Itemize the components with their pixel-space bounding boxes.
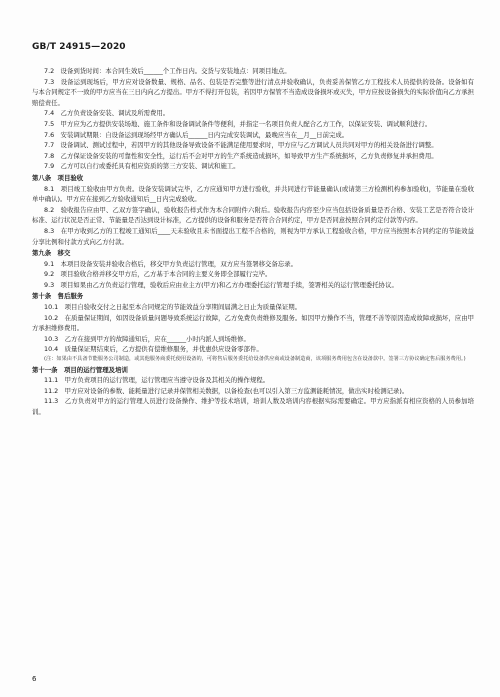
clause-7-8: 7.8 乙方保证设备安装的可靠性和安全性，运行后不会对甲方的生产系统造成损坏，如导致甲方生产系统损坏，乙方负责修复并承担费用。 bbox=[44, 151, 438, 160]
clause-11-1: 11.1 甲方负责项目的运行管理，运行管理应当遵守设备及其相关的操作规程。 bbox=[44, 376, 270, 385]
clause-11-3: 11.3 乙方负责对甲方的运行管理人员进行设备操作、维护等技术培训，培训人数及培训内容根据实际需要确定。甲方应指派有相应资格的人员参加培训。 bbox=[32, 397, 474, 416]
clause-7-3: 7.3 设备运到现场后，甲方应对设备数量、规格、品名、包装是否完整等进行清点并验收确认，负责妥善保管乙方工程技术人员提供的设备。设备如有与本合同规定不一致的甲方应当在三日内向乙方提出。甲方不得打开包装，若因甲方保管不当造成设备损坏或灭失，甲方应按设备损失的实际价值向乙方承担赔偿责任。 bbox=[32, 77, 474, 107]
clause-7-5: 7.5 甲方应为乙方提供安装场地、施工条件和设备调试条件等便利，并指定一名项目负责人配合乙方工作，以保证安装、调试顺利进行。 bbox=[44, 119, 432, 128]
clause-7-2: 7.2 设备到货时间：本合同生效后______个工作日内。交货与安装地点：同项目地点。 bbox=[44, 67, 291, 75]
clause-8-1: 8.1 项目竣工验收由甲方负责。设备安装调试完毕，乙方应通知甲方进行验收，并共同进行节能量确认(或请第三方检测机构参加验收)，节能量在验收单中确认)。甲方应在接到乙方验收通知后__日内完成验收。 bbox=[32, 184, 474, 204]
clause-9-1: 9.1 本项目设备安装并验收合格后，移交甲方负责运行管理，双方应当签署移交备忘录。 bbox=[44, 259, 298, 268]
document-body bbox=[32, 66, 474, 418]
clause-9-3: 9.3 项目如果由乙方负责运行管理，验收后应由业主方(甲方)和乙方办理委托运行管理手续，签署相关的运行管理委托协议。 bbox=[44, 280, 398, 289]
clause-10-4: 10.4 质量保证期结束后，乙方提供有偿维修服务，并优惠供应设备零部件。 bbox=[44, 345, 263, 354]
clause-8-3: 8.3 在甲方收到乙方的工程竣工通知后____天未验收且未书面提出工程不合格的，则视为甲方承认工程验收合格，甲方应当按照本合同约定的节能效益分享比例和付款方式向乙方付款。 bbox=[32, 226, 474, 246]
clause-8-2: 8.2 验收报告应由甲、乙双方签字确认，验收报告样式作为本合同附件六附后。验收报告内容至少应当包括设备质量是否合格、安装工艺是否符合设计标准、运行状况是否正常、节能量是否达到设计标准，乙方提供的设备和服务是否符合合同约定，甲方是否同意按照合同约定付款等内容。 bbox=[32, 205, 474, 225]
article-10-heading: 第十条 售后服务 bbox=[32, 292, 84, 301]
article-8-heading: 第八条 项目验收 bbox=[32, 173, 84, 182]
clause-10-2: 10.2 在质量保证期间，如因设备质量问题导致系统运行故障，乙方免费负责维修及服务。如因甲方操作不当，管理不善等原因造成故障或损坏，应由甲方承担维修费用。 bbox=[32, 313, 474, 333]
article-9-heading: 第九条 移交 bbox=[32, 249, 71, 258]
standard-number: GB/T 24915—2020 bbox=[32, 42, 126, 52]
article-11-heading: 第十一条 项目的运行管理及培训 bbox=[32, 365, 128, 374]
clause-7-7: 7.7 设备调试、测试过程中，若因甲方的其他设备导致设备不能满足使用要求时，甲方应与乙方调试人员共同对甲方的相关设备进行调整。 bbox=[44, 141, 438, 150]
clause-11-2: 11.2 甲方应对设备的参数、能耗量进行记录并保管相关数据，以备检查(也可以引入第三方监测能耗情况，做出实时检测记录)。 bbox=[44, 386, 409, 395]
clause-7-6: 7.6 安装调试期限：自设备运到现场经甲方确认后______日内完成安装调试，最晚应当在__月__日前完成。 bbox=[44, 130, 349, 139]
clause-9-2: 9.2 项目验收合格并移交甲方后，乙方基于本合同的主要义务即全部履行完毕。 bbox=[44, 270, 272, 279]
clause-7-4: 7.4 乙方负责设备安装、调试及所需费用。 bbox=[44, 109, 170, 118]
article-10-note: (注：如果由不具备节能服务公司制造，或其他服务商委托使用设备的，可将售后服务委托给设备供应商或设备制造商，该项服务费用包含在设备款中。签署三方协议确定售后服务费用。) bbox=[44, 356, 466, 363]
clause-10-1: 10.1 项目自验收交付之日起至本合同规定的节能效益分享期间届满之日止为质量保证期。 bbox=[44, 303, 302, 312]
clause-10-3: 10.3 乙方在接到甲方的故障通知后，应在______小时内派人到场维修。 bbox=[44, 334, 250, 343]
page-number: 6 bbox=[32, 675, 37, 683]
clause-7-9: 7.9 乙方可以自行或委托具有相应资质的第三方安装、调试和施工。 bbox=[44, 162, 240, 171]
